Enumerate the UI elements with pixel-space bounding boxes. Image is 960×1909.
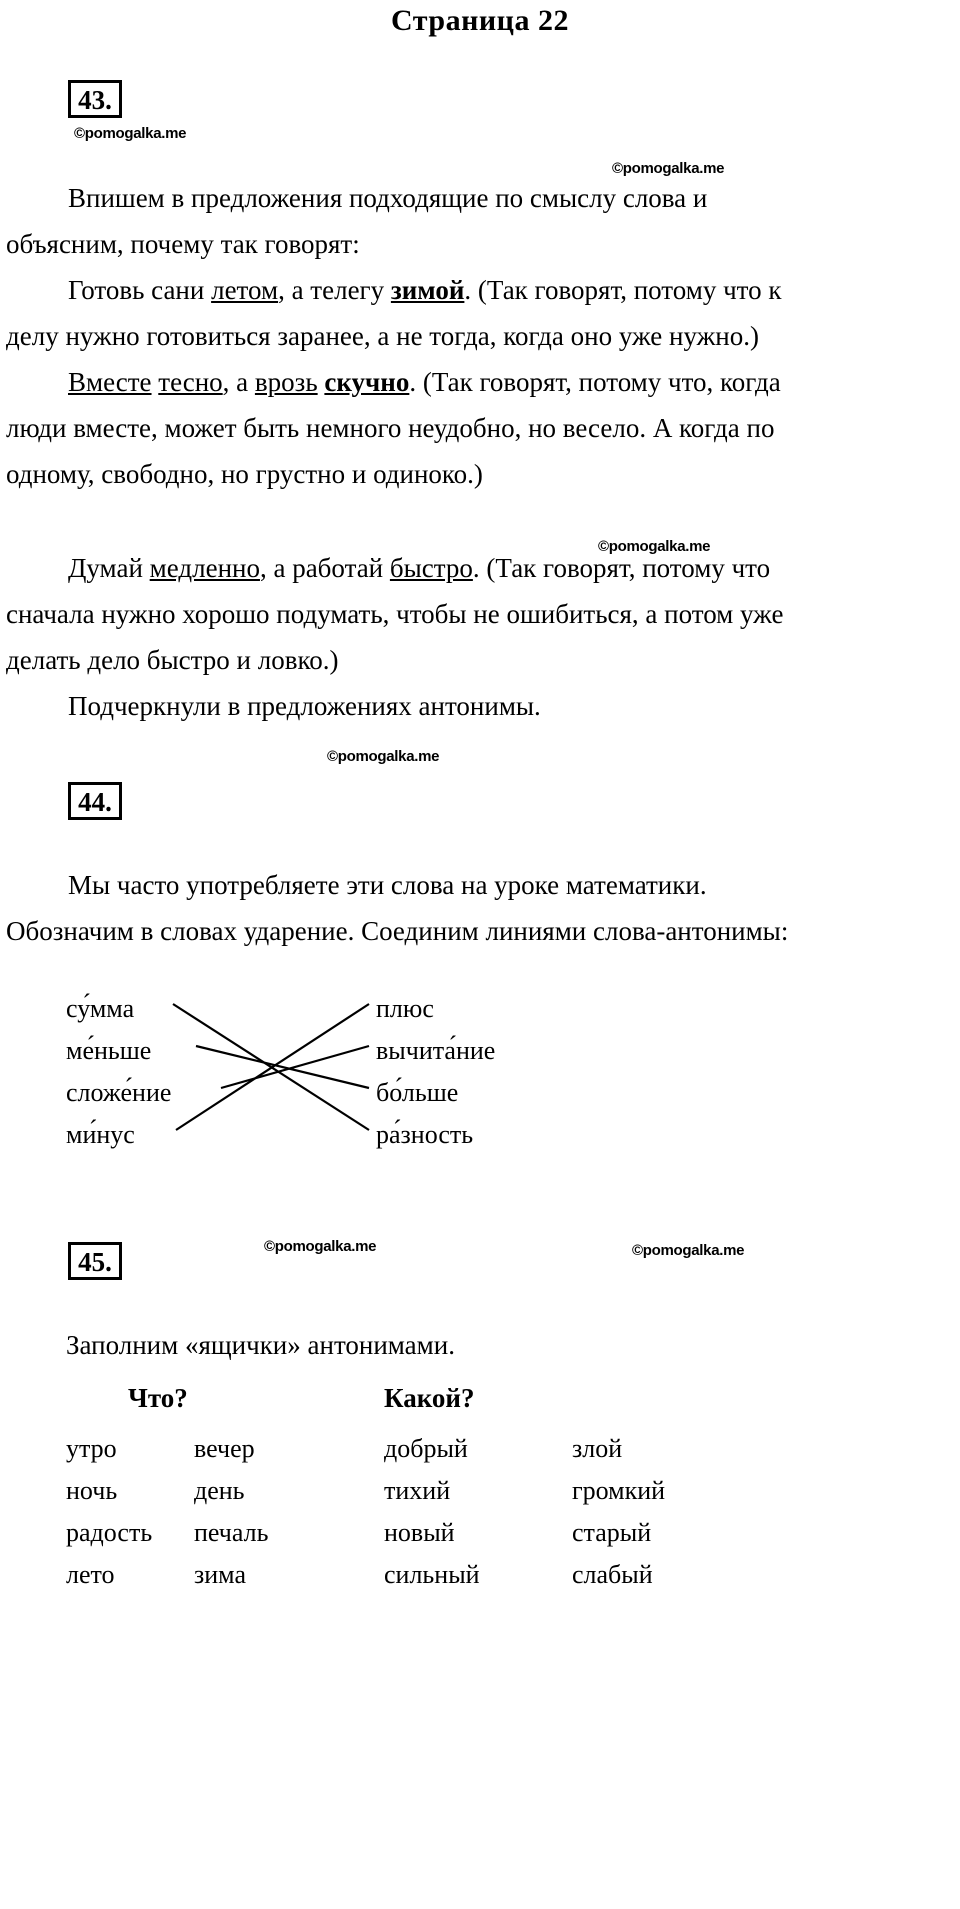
match-word-left[interactable]: су́мма	[66, 994, 135, 1023]
table	[66, 1372, 742, 1590]
sentence-part: Думай	[68, 553, 150, 583]
watermark: ©pomogalka.me	[612, 160, 725, 177]
underlined-antonym: летом	[211, 275, 279, 305]
sentence-part: . (Так говорят, потому что, когда люди вместе, может быть немного неудобно, но весело. А когда по одному, свободно, но грустно и одиноко.)	[6, 367, 781, 489]
watermark: ©pomogalka.me	[598, 538, 711, 555]
underlined-antonym-bold: зимой	[390, 275, 465, 305]
antonym-matching-diagram[interactable]	[66, 988, 586, 1178]
table-cell: печаль	[194, 1518, 269, 1547]
paragraph	[6, 862, 798, 954]
watermark: ©pomogalka.me	[74, 125, 187, 142]
table-cell: зима	[194, 1560, 246, 1589]
sentence-part: , а телегу	[278, 275, 391, 305]
table-cell: добрый	[384, 1434, 468, 1463]
paragraph	[6, 683, 798, 729]
exercise-44-intro	[6, 862, 798, 954]
sentence-part: , а	[222, 367, 255, 397]
exercise-number-43: 43.	[68, 80, 122, 118]
match-word-left[interactable]: ми́нус	[66, 1120, 135, 1149]
sentence-part: Готовь сани	[68, 275, 212, 305]
table-cell: слабый	[572, 1560, 653, 1589]
table-cell: старый	[572, 1518, 652, 1547]
table-header-row	[66, 1372, 742, 1422]
table-cell: тихий	[384, 1476, 451, 1505]
table-cell: день	[194, 1476, 245, 1505]
table-cell: ночь	[66, 1476, 118, 1505]
table-cell: вечер	[194, 1434, 255, 1463]
table-row	[66, 1422, 742, 1464]
table-cell: злой	[572, 1434, 623, 1463]
paragraph	[6, 267, 798, 359]
page-title: Страница 22	[391, 4, 569, 37]
underlined-antonym: врозь	[254, 367, 318, 397]
underlined-antonym: Вместе	[68, 367, 152, 397]
underlined-antonym: медленно	[149, 553, 260, 583]
column-header-which: Какой?	[384, 1383, 475, 1413]
matching-right-column	[376, 988, 495, 1156]
table-row	[66, 1548, 742, 1590]
match-word-right[interactable]: плюс	[376, 994, 434, 1023]
match-word-left[interactable]: сложе́ние	[66, 1078, 172, 1107]
sentence-part: . (Так говорят, потому что к делу нужно готовиться заранее, а не тогда, когда оно уже нужно.)	[6, 275, 782, 351]
exercise-number-44: 44.	[68, 782, 122, 820]
underlined-antonym-bold: скучно	[324, 367, 410, 397]
paragraph	[6, 359, 798, 497]
matching-left-column	[66, 988, 171, 1156]
table-cell: утро	[66, 1434, 117, 1463]
table-row	[66, 1464, 742, 1506]
exercise-43-body	[6, 175, 798, 497]
antonym-table	[66, 1372, 742, 1590]
paragraph	[6, 545, 798, 683]
column-header-what: Что?	[128, 1383, 188, 1413]
paragraph-text: Впишем в предложения подходящие по смыслу слова и объясним, почему так говорят:	[6, 183, 708, 259]
paragraph-text: Подчеркнули в предложениях антонимы.	[68, 691, 541, 721]
table-row	[66, 1506, 742, 1548]
watermark: ©pomogalka.me	[632, 1242, 745, 1259]
exercise-number-45: 45.	[68, 1242, 122, 1280]
exercise-45-intro: Заполним «ящички» антонимами.	[66, 1330, 455, 1360]
table-cell: лето	[66, 1560, 115, 1589]
underlined-antonym: тесно	[158, 367, 223, 397]
table-cell: сильный	[384, 1560, 480, 1589]
watermark: ©pomogalka.me	[327, 748, 440, 765]
table-cell: радость	[66, 1518, 153, 1547]
match-word-right[interactable]: вычита́ние	[376, 1036, 496, 1065]
sentence-part: , а работай	[259, 553, 390, 583]
table-cell: новый	[384, 1518, 455, 1547]
sentence-part: . (Так говорят, потому что сначала нужно хорошо подумать, чтобы не ошибиться, а потом уже делать дело быстро и ловко.)	[6, 553, 784, 675]
match-word-right[interactable]: бо́льше	[376, 1078, 459, 1107]
paragraph-text: Мы часто употребляете эти слова на уроке математики. Обозначим в словах ударение. Соединим линиями слова-антонимы:	[6, 870, 789, 946]
match-word-right[interactable]: ра́зность	[376, 1120, 474, 1149]
underlined-antonym: быстро	[389, 553, 473, 583]
paragraph	[6, 175, 798, 267]
match-word-left[interactable]: ме́ньше	[66, 1036, 152, 1065]
watermark: ©pomogalka.me	[264, 1238, 377, 1255]
table-cell: громкий	[572, 1476, 666, 1505]
exercise-43-body-cont	[6, 545, 798, 729]
